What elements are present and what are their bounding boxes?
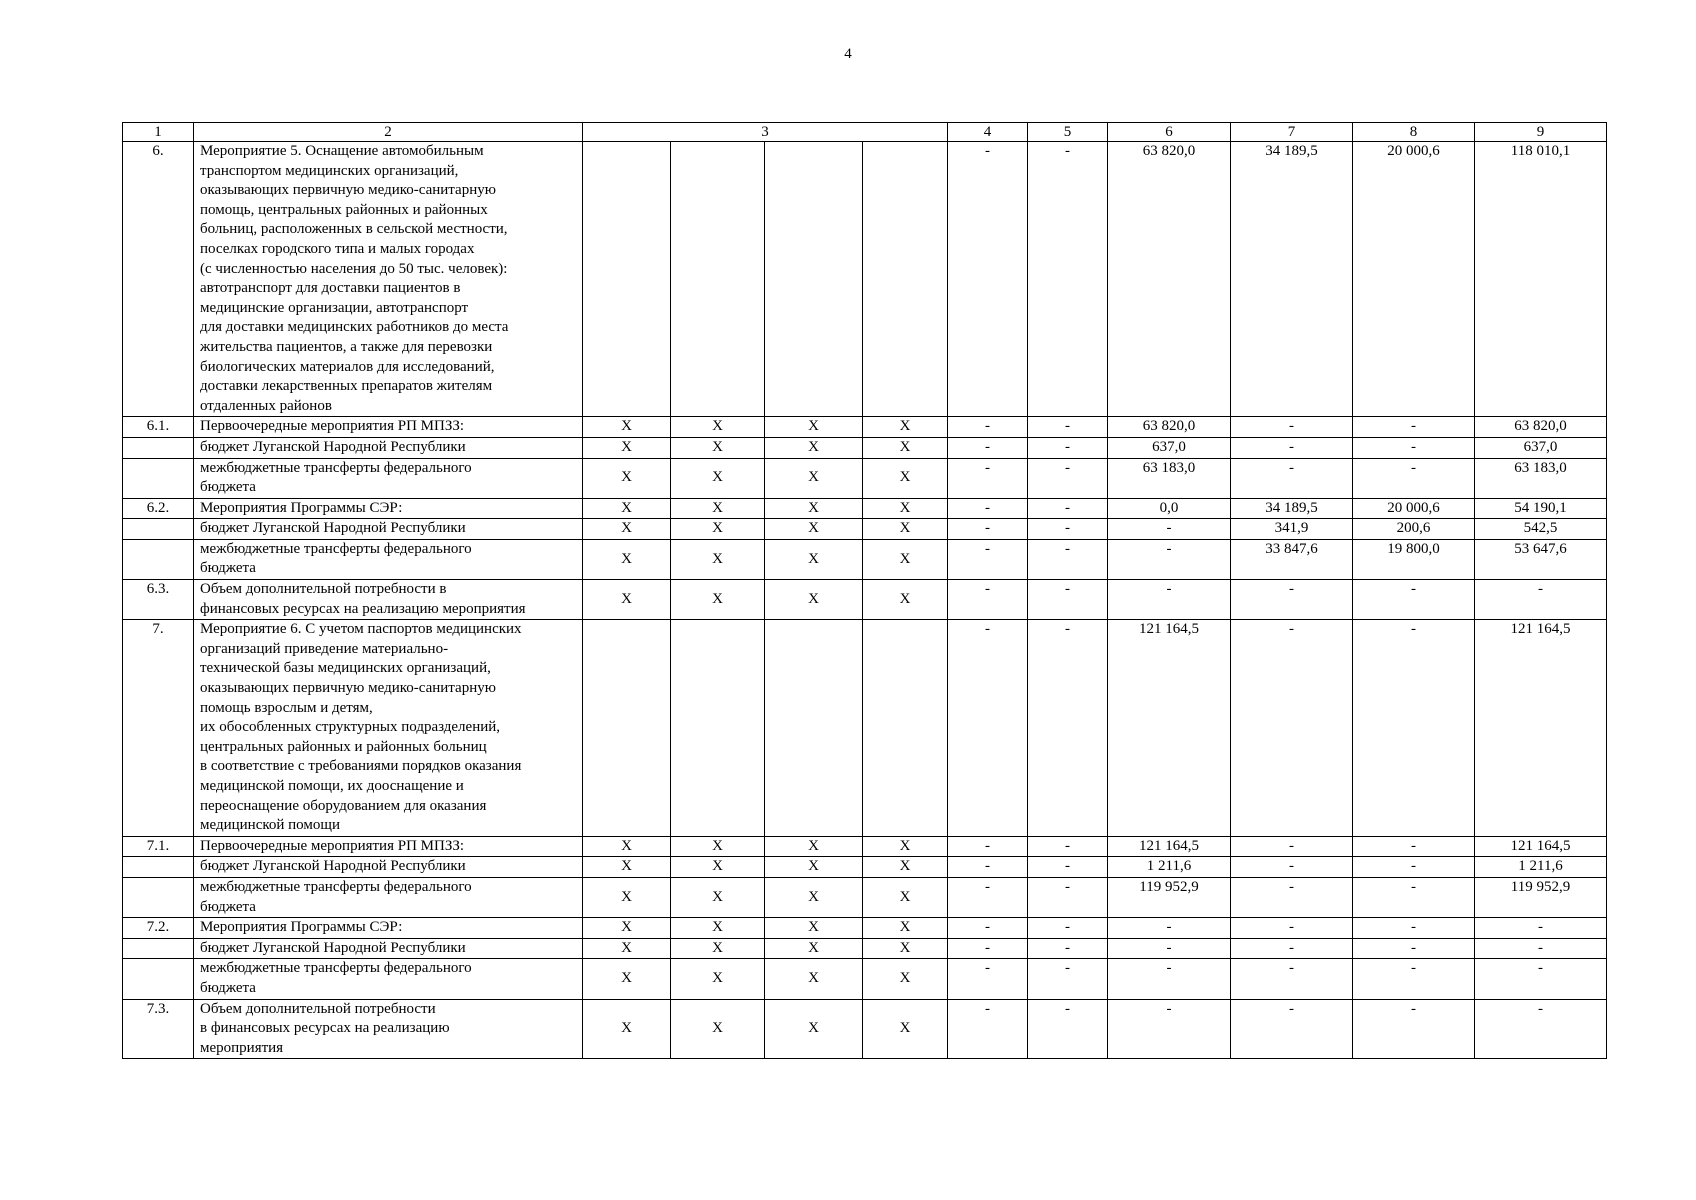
x-mark-cell [863,142,948,417]
col5-cell: - [1028,498,1108,519]
table-row [123,959,1607,999]
col8-value-cell: - [1353,999,1475,1059]
col4-cell: - [948,498,1028,519]
x-mark-cell: X [765,519,863,540]
table-row [123,498,1607,519]
x-mark-cell: X [583,918,671,939]
col8-value-cell: - [1353,938,1475,959]
col7-value-cell: - [1231,918,1353,939]
x-mark-cell: X [765,539,863,579]
col5-cell: - [1028,999,1108,1059]
col5-cell: - [1028,938,1108,959]
row-number-cell: 7.2. [123,918,194,939]
col5-cell: - [1028,877,1108,917]
col5-cell: - [1028,417,1108,438]
col8-value-cell: - [1353,836,1475,857]
x-mark-cell: X [583,959,671,999]
x-mark-cell: X [671,857,765,878]
x-mark-cell: X [583,519,671,540]
col7-value-cell: - [1231,417,1353,438]
x-mark-cell: X [671,498,765,519]
col5-cell: - [1028,458,1108,498]
x-mark-cell: X [863,580,948,620]
header-cell: 1 [123,123,194,142]
col4-cell: - [948,959,1028,999]
x-mark-cell: X [765,580,863,620]
x-mark-cell: X [765,999,863,1059]
col5-cell: - [1028,836,1108,857]
x-mark-cell: X [863,519,948,540]
row-number-cell [123,938,194,959]
x-mark-cell: X [765,437,863,458]
x-mark-cell: X [671,918,765,939]
row-description-cell: Объем дополнительной потребности в финансовых ресурсах на реализацию мероприятия [194,999,583,1059]
x-mark-cell: X [863,539,948,579]
col6-value-cell: 63 820,0 [1108,142,1231,417]
col4-cell: - [948,458,1028,498]
col5-cell: - [1028,539,1108,579]
col7-value-cell: - [1231,857,1353,878]
col9-value-cell: - [1475,918,1607,939]
x-mark-cell: X [671,437,765,458]
row-description-cell: межбюджетные трансферты федерального бюджета [194,959,583,999]
table-row [123,458,1607,498]
col9-value-cell: - [1475,580,1607,620]
x-mark-cell [671,620,765,837]
col8-value-cell: - [1353,877,1475,917]
col9-value-cell: 63 183,0 [1475,458,1607,498]
col7-value-cell: 33 847,6 [1231,539,1353,579]
x-mark-cell: X [583,458,671,498]
table-row [123,999,1607,1059]
col4-cell: - [948,519,1028,540]
col4-cell: - [948,836,1028,857]
financing-table [122,122,1607,1059]
col9-value-cell: 1 211,6 [1475,857,1607,878]
x-mark-cell: X [765,938,863,959]
col8-value-cell: - [1353,580,1475,620]
col7-value-cell: - [1231,938,1353,959]
col7-value-cell: 34 189,5 [1231,142,1353,417]
header-cell: 4 [948,123,1028,142]
col7-value-cell: - [1231,999,1353,1059]
col6-value-cell: 637,0 [1108,437,1231,458]
col8-value-cell: - [1353,857,1475,878]
col9-value-cell: - [1475,938,1607,959]
x-mark-cell: X [863,959,948,999]
row-number-cell [123,539,194,579]
col7-value-cell: - [1231,836,1353,857]
row-number-cell [123,857,194,878]
row-number-cell: 6.1. [123,417,194,438]
x-mark-cell: X [863,999,948,1059]
col4-cell: - [948,938,1028,959]
header-cell: 3 [583,123,948,142]
x-mark-cell: X [583,539,671,579]
x-mark-cell: X [671,999,765,1059]
row-number-cell: 6. [123,142,194,417]
col8-value-cell: - [1353,458,1475,498]
x-mark-cell: X [863,877,948,917]
row-number-cell: 6.3. [123,580,194,620]
col5-cell: - [1028,437,1108,458]
x-mark-cell: X [583,498,671,519]
row-description-cell: Мероприятие 5. Оснащение автомобильным транспортом медицинских организаций, оказывающих первичную медико-санитарную помощь, центральных районных и районных больниц, расположенных в сельской местности, поселках городского типа и малых городах (с численностью населения до 50 тыс. человек): автотранспорт для доставки пациентов в медицинские организации, автотранспорт для доставки медицинских работников до места жительства пациентов, а также для перевозки биологических материалов для исследований, доставки лекарственных препаратов жителям отдаленных районов [194,142,583,417]
row-description-cell: бюджет Луганской Народной Республики [194,437,583,458]
col8-value-cell: - [1353,417,1475,438]
col5-cell: - [1028,142,1108,417]
col4-cell: - [948,857,1028,878]
x-mark-cell: X [671,959,765,999]
col7-value-cell: - [1231,580,1353,620]
col9-value-cell: 121 164,5 [1475,836,1607,857]
table-body [123,123,1607,1059]
col5-cell: - [1028,519,1108,540]
x-mark-cell [765,620,863,837]
col4-cell: - [948,918,1028,939]
x-mark-cell: X [583,857,671,878]
table-row [123,918,1607,939]
col8-value-cell: - [1353,918,1475,939]
col4-cell: - [948,417,1028,438]
x-mark-cell: X [765,458,863,498]
row-number-cell: 7.3. [123,999,194,1059]
row-description-cell: Объем дополнительной потребности в финансовых ресурсах на реализацию мероприятия [194,580,583,620]
x-mark-cell: X [765,417,863,438]
page-number: 4 [844,46,852,62]
x-mark-cell: X [583,417,671,438]
row-number-cell [123,458,194,498]
col6-value-cell: - [1108,580,1231,620]
header-cell: 2 [194,123,583,142]
x-mark-cell [765,142,863,417]
col6-value-cell: 119 952,9 [1108,877,1231,917]
x-mark-cell: X [671,580,765,620]
row-description-cell: Мероприятия Программы СЭР: [194,918,583,939]
table-row [123,938,1607,959]
col9-value-cell: 63 820,0 [1475,417,1607,438]
x-mark-cell [583,142,671,417]
col7-value-cell: - [1231,458,1353,498]
x-mark-cell: X [765,857,863,878]
x-mark-cell: X [765,836,863,857]
row-number-cell [123,437,194,458]
col7-value-cell: - [1231,620,1353,837]
col8-value-cell: 20 000,6 [1353,498,1475,519]
table-row [123,519,1607,540]
col5-cell: - [1028,959,1108,999]
col6-value-cell: - [1108,938,1231,959]
row-description-cell: бюджет Луганской Народной Республики [194,857,583,878]
x-mark-cell: X [765,877,863,917]
header-cell: 5 [1028,123,1108,142]
row-description-cell: Первоочередные мероприятия РП МПЗЗ: [194,417,583,438]
row-description-cell: межбюджетные трансферты федерального бюджета [194,877,583,917]
header-cell: 6 [1108,123,1231,142]
col9-value-cell: 119 952,9 [1475,877,1607,917]
x-mark-cell: X [583,437,671,458]
table-row [123,437,1607,458]
col4-cell: - [948,539,1028,579]
x-mark-cell: X [671,938,765,959]
row-description-cell: Первоочередные мероприятия РП МПЗЗ: [194,836,583,857]
table-row [123,857,1607,878]
row-description-cell: Мероприятие 6. С учетом паспортов медицинских организаций приведение материально- технической базы медицинских организаций, оказывающих первичную медико-санитарную помощь взрослым и детям, их обособленных структурных подразделений, центральных районных и районных больниц в соответствие с требованиями порядков оказания медицинской помощи, их дооснащение и переоснащение оборудованием для оказания медицинской помощи [194,620,583,837]
row-description-cell: межбюджетные трансферты федерального бюджета [194,458,583,498]
x-mark-cell: X [671,458,765,498]
row-number-cell: 7. [123,620,194,837]
col9-value-cell: - [1475,999,1607,1059]
col5-cell: - [1028,620,1108,837]
col7-value-cell: 341,9 [1231,519,1353,540]
col7-value-cell: - [1231,437,1353,458]
col6-value-cell: 0,0 [1108,498,1231,519]
x-mark-cell: X [863,857,948,878]
col6-value-cell: 63 820,0 [1108,417,1231,438]
row-number-cell: 6.2. [123,498,194,519]
col8-value-cell: - [1353,437,1475,458]
table-row [123,580,1607,620]
col6-value-cell: 63 183,0 [1108,458,1231,498]
x-mark-cell: X [863,836,948,857]
col5-cell: - [1028,918,1108,939]
col9-value-cell: 542,5 [1475,519,1607,540]
col7-value-cell: - [1231,959,1353,999]
col4-cell: - [948,437,1028,458]
col8-value-cell: 19 800,0 [1353,539,1475,579]
col6-value-cell: - [1108,539,1231,579]
col9-value-cell: 121 164,5 [1475,620,1607,837]
x-mark-cell: X [671,539,765,579]
col6-value-cell: 121 164,5 [1108,836,1231,857]
col5-cell: - [1028,580,1108,620]
col6-value-cell: 1 211,6 [1108,857,1231,878]
col4-cell: - [948,877,1028,917]
col6-value-cell: - [1108,918,1231,939]
x-mark-cell: X [583,836,671,857]
x-mark-cell: X [863,437,948,458]
table-row [123,539,1607,579]
x-mark-cell: X [863,938,948,959]
col6-value-cell: - [1108,519,1231,540]
col6-value-cell: - [1108,999,1231,1059]
col4-cell: - [948,620,1028,837]
x-mark-cell [863,620,948,837]
col7-value-cell: 34 189,5 [1231,498,1353,519]
table-row [123,877,1607,917]
header-row [123,123,1607,142]
col9-value-cell: 118 010,1 [1475,142,1607,417]
x-mark-cell: X [863,498,948,519]
header-cell: 9 [1475,123,1607,142]
x-mark-cell [671,142,765,417]
x-mark-cell: X [765,918,863,939]
x-mark-cell: X [583,938,671,959]
x-mark-cell: X [583,877,671,917]
x-mark-cell: X [671,417,765,438]
row-number-cell: 7.1. [123,836,194,857]
col4-cell: - [948,142,1028,417]
table-row [123,620,1607,837]
row-description-cell: бюджет Луганской Народной Республики [194,519,583,540]
table-row [123,836,1607,857]
col4-cell: - [948,580,1028,620]
col8-value-cell: - [1353,620,1475,837]
x-mark-cell: X [863,458,948,498]
col9-value-cell: 53 647,6 [1475,539,1607,579]
x-mark-cell: X [671,519,765,540]
row-number-cell [123,519,194,540]
col6-value-cell: - [1108,959,1231,999]
col6-value-cell: 121 164,5 [1108,620,1231,837]
x-mark-cell: X [765,498,863,519]
col9-value-cell: 637,0 [1475,437,1607,458]
x-mark-cell: X [671,836,765,857]
col9-value-cell: - [1475,959,1607,999]
row-description-cell: Мероприятия Программы СЭР: [194,498,583,519]
col4-cell: - [948,999,1028,1059]
x-mark-cell: X [765,959,863,999]
col9-value-cell: 54 190,1 [1475,498,1607,519]
x-mark-cell: X [863,417,948,438]
row-number-cell [123,959,194,999]
col8-value-cell: 200,6 [1353,519,1475,540]
row-number-cell [123,877,194,917]
x-mark-cell: X [671,877,765,917]
header-cell: 8 [1353,123,1475,142]
col5-cell: - [1028,857,1108,878]
col8-value-cell: - [1353,959,1475,999]
x-mark-cell: X [583,580,671,620]
row-description-cell: межбюджетные трансферты федерального бюджета [194,539,583,579]
col7-value-cell: - [1231,877,1353,917]
table-row [123,417,1607,438]
row-description-cell: бюджет Луганской Народной Республики [194,938,583,959]
table-row [123,142,1607,417]
header-cell: 7 [1231,123,1353,142]
x-mark-cell: X [863,918,948,939]
col8-value-cell: 20 000,6 [1353,142,1475,417]
x-mark-cell [583,620,671,837]
x-mark-cell: X [583,999,671,1059]
